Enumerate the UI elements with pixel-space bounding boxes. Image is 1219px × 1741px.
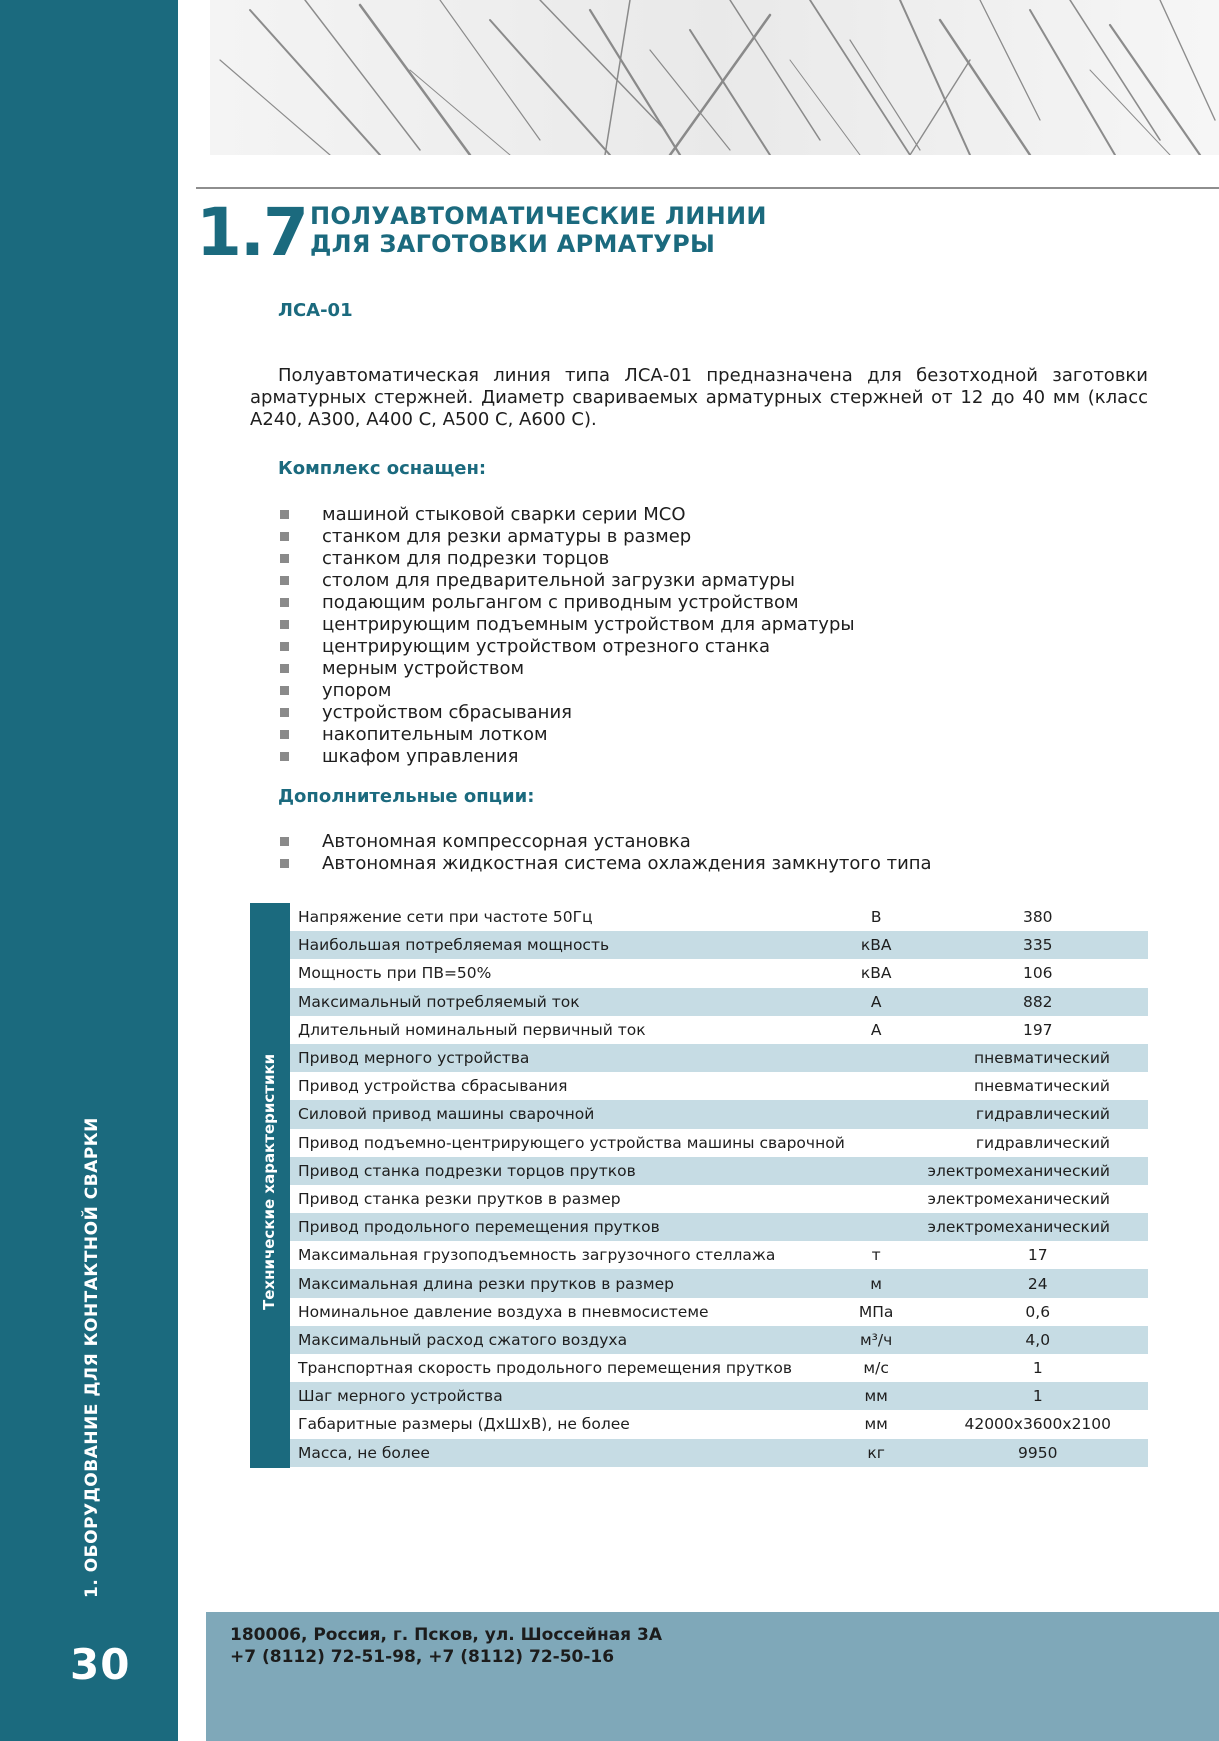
list-item: мерным устройством <box>278 658 855 680</box>
spec-name: Привод подъемно-центрирующего устройства машины сварочной <box>298 1133 845 1152</box>
equipment-list <box>278 504 855 768</box>
list-item: накопительным лотком <box>278 724 855 746</box>
list-item: шкафом управления <box>278 746 855 768</box>
table-row <box>290 1410 1148 1438</box>
spec-value: 9950 <box>908 1439 1149 1467</box>
table-row <box>290 1157 1148 1185</box>
spec-value: электромеханический <box>908 1157 1149 1185</box>
footer <box>206 1612 1219 1741</box>
table-row <box>290 1326 1148 1354</box>
spec-name: Длительный номинальный первичный ток <box>298 1020 646 1039</box>
spec-value: 4,0 <box>908 1326 1149 1354</box>
spec-name: Номинальное давление воздуха в пневмосистеме <box>298 1302 709 1321</box>
options-heading: Дополнительные опции: <box>278 786 535 807</box>
footer-phones: +7 (8112) 72-51-98, +7 (8112) 72-50-16 <box>230 1647 615 1667</box>
list-item: столом для предварительной загрузки арматуры <box>278 570 855 592</box>
table-row <box>290 1439 1148 1467</box>
table-row <box>290 1185 1148 1213</box>
spec-value: 42000х3600х2100 <box>964 1415 1112 1434</box>
spec-value: 882 <box>908 988 1149 1016</box>
spec-name: Масса, не более <box>290 1439 845 1467</box>
bullet-square-icon <box>280 708 289 717</box>
table-row <box>290 1269 1148 1297</box>
list-item: упором <box>278 680 855 702</box>
spec-unit <box>845 1213 908 1241</box>
list-item: машиной стыковой сварки серии МСО <box>278 504 855 526</box>
bullet-square-icon <box>280 664 289 673</box>
specs-table <box>290 903 1148 1467</box>
table-row <box>290 959 1148 987</box>
spec-unit <box>845 1100 908 1128</box>
bullet-square-icon <box>280 859 289 868</box>
spec-name: Привод продольного перемещения прутков <box>290 1213 845 1241</box>
spec-unit: кВА <box>845 931 908 959</box>
spec-unit <box>845 1129 908 1157</box>
spec-value: 0,6 <box>1025 1302 1051 1321</box>
table-row <box>290 988 1148 1016</box>
section-title <box>310 202 767 258</box>
spec-value: пневматический <box>908 1044 1149 1072</box>
list-item: центрирующим подъемным устройством для арматуры <box>278 614 855 636</box>
spec-unit: В <box>870 908 882 927</box>
bullet-square-icon <box>280 752 289 761</box>
list-item: устройством сбрасывания <box>278 702 855 724</box>
section-title-line-1: ПОЛУАВТОМАТИЧЕСКИЕ ЛИНИИ <box>310 202 767 230</box>
table-row <box>290 903 1148 931</box>
bullet-square-icon <box>280 598 289 607</box>
bullet-square-icon <box>280 554 289 563</box>
table-row <box>290 1298 1148 1326</box>
list-item: станком для резки арматуры в размер <box>278 526 855 548</box>
spec-name: Максимальный расход сжатого воздуха <box>290 1326 845 1354</box>
spec-value: 1 <box>1032 1359 1043 1378</box>
spec-unit: м³/ч <box>845 1326 908 1354</box>
bullet-square-icon <box>280 620 289 629</box>
footer-address: 180006, Россия, г. Псков, ул. Шоссейная 3А <box>230 1625 662 1645</box>
spec-unit: кг <box>845 1439 908 1467</box>
spec-unit: т <box>871 1246 881 1265</box>
bullet-square-icon <box>280 730 289 739</box>
spec-value: 24 <box>908 1269 1149 1297</box>
spec-unit: МПа <box>858 1302 894 1321</box>
spec-unit: м/с <box>863 1359 889 1378</box>
list-item: Автономная компрессорная установка <box>278 831 932 853</box>
spec-value: гидравлический <box>975 1133 1110 1152</box>
page-number: 30 <box>70 1640 131 1689</box>
table-row <box>290 931 1148 959</box>
list-item: станком для подрезки торцов <box>278 548 855 570</box>
spec-name: Максимальная длина резки прутков в размер <box>290 1269 845 1297</box>
spec-name: Максимальная грузоподъемность загрузочного стеллажа <box>298 1246 776 1265</box>
spec-name: Привод станка подрезки торцов прутков <box>290 1157 845 1185</box>
table-row <box>290 1382 1148 1410</box>
spec-unit: м <box>845 1269 908 1297</box>
spec-name: Габаритные размеры (ДхШхВ), не более <box>298 1415 630 1434</box>
specs-label: Технические характеристики <box>260 1053 278 1310</box>
bullet-square-icon <box>280 837 289 846</box>
spec-unit: мм <box>845 1382 908 1410</box>
table-row <box>290 1100 1148 1128</box>
list-item: центрирующим устройством отрезного станка <box>278 636 855 658</box>
table-row <box>290 1016 1148 1044</box>
spec-unit: А <box>845 988 908 1016</box>
section-title-line-2: ДЛЯ ЗАГОТОВКИ АРМАТУРЫ <box>310 230 716 258</box>
spec-unit: мм <box>864 1415 888 1434</box>
section-number: 1.7 <box>196 194 307 271</box>
spec-value: 1 <box>908 1382 1149 1410</box>
spec-value: 335 <box>908 931 1149 959</box>
spec-value: 380 <box>1022 908 1053 927</box>
spec-name: Привод мерного устройства <box>290 1044 845 1072</box>
spec-name: Привод станка резки прутков в размер <box>298 1189 621 1208</box>
spec-name: Привод устройства сбрасывания <box>298 1077 568 1096</box>
header-rule <box>196 187 1219 189</box>
spec-unit <box>845 1044 908 1072</box>
table-row <box>290 1213 1148 1241</box>
spec-value: пневматический <box>974 1077 1110 1096</box>
table-row <box>290 1072 1148 1100</box>
table-row <box>290 1241 1148 1269</box>
spec-value: 106 <box>1022 964 1053 983</box>
spec-name: Транспортная скорость продольного перемещения прутков <box>298 1359 793 1378</box>
bullet-square-icon <box>280 642 289 651</box>
spec-unit: А <box>870 1020 882 1039</box>
bullet-square-icon <box>280 686 289 695</box>
spec-value: электромеханический <box>908 1213 1149 1241</box>
table-row <box>290 1044 1148 1072</box>
model-name: ЛСА-01 <box>278 300 353 321</box>
section-caption: 1. ОБОРУДОВАНИЕ ДЛЯ КОНТАКТНОЙ СВАРКИ <box>82 1117 102 1598</box>
spec-value: электромеханический <box>927 1189 1110 1208</box>
spec-unit <box>845 1185 908 1213</box>
spec-name: Максимальный потребляемый ток <box>290 988 845 1016</box>
spec-value: 17 <box>1027 1246 1048 1265</box>
sidebar <box>0 0 178 1741</box>
bullet-square-icon <box>280 532 289 541</box>
spec-name: Наибольшая потребляемая мощность <box>290 931 845 959</box>
list-item: подающим рольгангом с приводным устройством <box>278 592 855 614</box>
table-row <box>290 1129 1148 1157</box>
spec-value: 197 <box>1022 1020 1053 1039</box>
spec-name: Силовой привод машины сварочной <box>290 1100 845 1128</box>
list-item: Автономная жидкостная система охлаждения замкнутого типа <box>278 853 932 875</box>
spec-name: Напряжение сети при частоте 50Гц <box>298 908 593 927</box>
header-photo-rebar <box>210 0 1219 155</box>
spec-value: гидравлический <box>908 1100 1149 1128</box>
equipment-heading: Комплекс оснащен: <box>278 458 487 479</box>
table-row <box>290 1354 1148 1382</box>
spec-unit: кВА <box>860 964 892 983</box>
spec-unit <box>845 1157 908 1185</box>
intro-paragraph: Полуавтоматическая линия типа ЛСА-01 предназначена для безотходной заготовки арматурных стержней. Диаметр свариваемых арматурных стержней от 12 до 40 мм (класс А240, А300, А400 С, А500 С, А600 С). <box>250 365 1148 430</box>
spec-name: Мощность при ПВ=50% <box>298 964 492 983</box>
bullet-square-icon <box>280 576 289 585</box>
spec-name: Шаг мерного устройства <box>290 1382 845 1410</box>
spec-unit <box>845 1072 908 1100</box>
bullet-square-icon <box>280 510 289 519</box>
options-list <box>278 831 932 875</box>
